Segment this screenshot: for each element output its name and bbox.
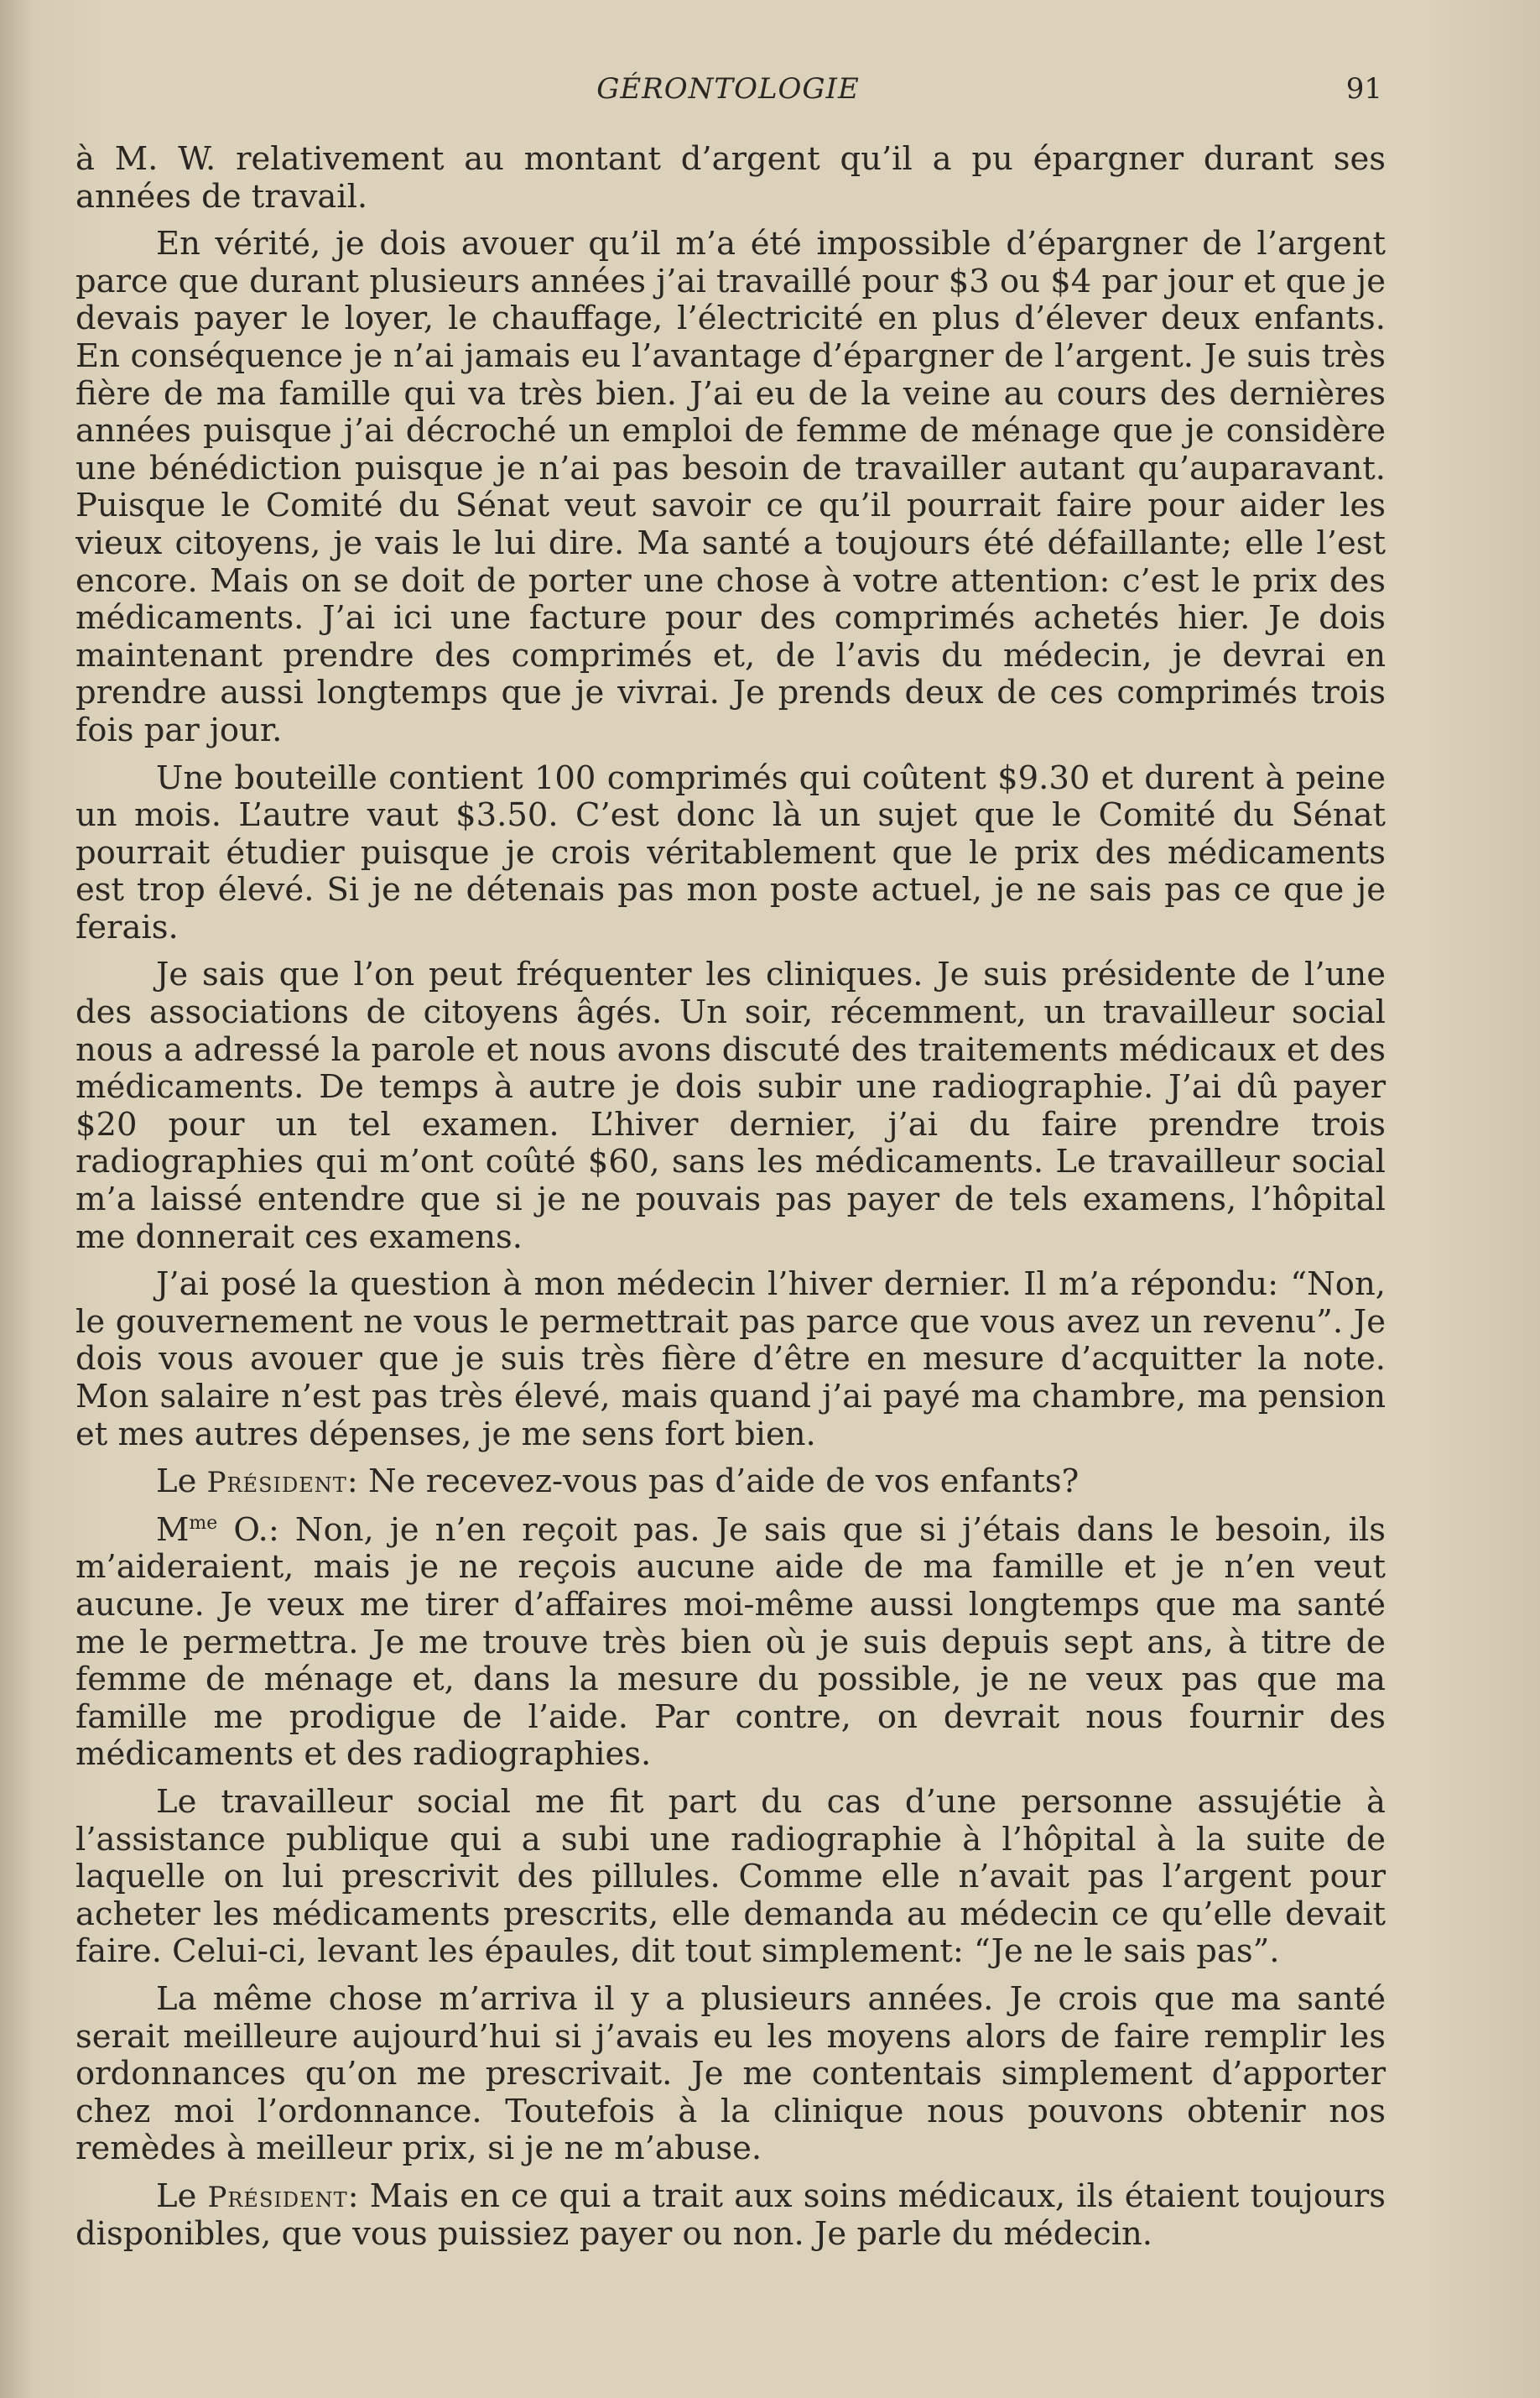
- dialogue-text: : Ne recevez-vous pas d’aide de vos enfants?: [346, 1462, 1080, 1501]
- paragraph: Le travailleur social me fit part du cas d’une personne assujétie à l’assistance publique qui a subi une radiographie à l’hôpital à la suite de laquelle on lui prescrivit des pillules. Comme elle n’avait pas l’argent pour acheter les médicaments prescrits, elle demanda au médecin ce qu’elle devait faire. Celui-ci, levant les épaules, dit tout simplement: “Je ne le sais pas”.: [75, 1782, 1386, 1971]
- paragraph: à M. W. relativement au montant d’argent qu’il a pu épargner durant ses années de travail.: [75, 140, 1386, 216]
- dialogue-text: O.: Non, je n’en reçoit pas. Je sais que si j’étais dans le besoin, ils m’aideraient, mais je ne reçois aucune aide de ma famille et je n’en veut aucune. Je veux me tirer d’affaires moi-même aussi longtemps que ma santé me le permettra. Je me trouve très bien où je suis depuis sept ans, à titre de femme de ménage et, dans la mesure du possible, je ne veux pas que ma famille me prodigue de l’aide. Par contre, on devrait nous fournir des médicaments et des radiographies.: [75, 1510, 1386, 1774]
- paragraph: Une bouteille contient 100 comprimés qui coûtent $9.30 et durent à peine un mois. L’autre vaut $3.50. C’est donc là un sujet que le Comité du Sénat pourrait étudier puisque je crois véritablement que le prix des médicaments est trop élevé. Si je ne détenais pas mon poste actuel, je ne sais pas ce que je ferais.: [75, 758, 1386, 946]
- speaker-title-sup: me: [189, 1512, 218, 1534]
- paragraph: J’ai posé la question à mon médecin l’hiver dernier. Il m’a répondu: “Non, le gouvernement ne vous le permettrait pas parce que vous avez un revenu”. Je dois vous avouer que je suis très fière d’être en mesure d’acquitter la note. Mon salaire n’est pas très élevé, mais quand j’ai payé ma chambre, ma pension et mes autres dépenses, je me sens fort bien.: [75, 1265, 1386, 1453]
- dialogue-text: : Mais en ce qui a trait aux soins médicaux, ils étaient toujours disponibles, que vous puissiez payer ou non. Je parle du médecin.: [75, 2176, 1386, 2254]
- dialogue-paragraph: [75, 2178, 1386, 2254]
- dialogue-paragraph: [75, 1463, 1386, 1502]
- speaker-lead: Le: [156, 2176, 197, 2215]
- paragraph: En vérité, je dois avouer qu’il m’a été impossible d’épargner de l’argent parce que durant plusieurs années j’ai travaillé pour $3 ou $4 par jour et que je devais payer le loyer, le chauffage, l’électricité en plus d’élever deux enfants. En conséquence je n’ai jamais eu l’avantage d’épargner de l’argent. Je suis très fière de ma famille qui va très bien. J’ai eu de la veine au cours des dernières années puisque j’ai décroché un emploi de femme de ménage que je considère une bénédiction puisque je n’ai pas besoin de travailler autant qu’auparavant. Puisque le Comité du Sénat veut savoir ce qu’il pourrait faire pour aider les vieux citoyens, je vais le lui dire. Ma santé a toujours été défaillante; elle l’est encore. Mais on se doit de porter une chose à votre attention: c’est le prix des médicaments. J’ai ici une facture pour des comprimés achetés hier. Je dois maintenant prendre des comprimés et, de l’avis du médecin, je devrai en prendre aussi longtemps que je vivrai. Je prends deux de ces comprimés trois fois par jour.: [75, 225, 1386, 749]
- speaker-name: M: [156, 1510, 190, 1549]
- speaker-lead: Le: [156, 1462, 197, 1501]
- speaker-name: Président: [207, 2180, 348, 2214]
- running-title: GÉRONTOLOGIE: [596, 72, 860, 106]
- running-header: [74, 72, 1382, 123]
- page-number: 91: [1345, 72, 1382, 106]
- speaker-name: Président: [206, 1466, 347, 1500]
- paragraph: Je sais que l’on peut fréquenter les cliniques. Je suis présidente de l’une des associations de citoyens âgés. Un soir, récemment, un travailleur social nous a adressé la parole et nous avons discuté des traitements médicaux et des médicaments. De temps à autre je dois subir une radiographie. J’ai dû payer $20 pour un tel examen. L’hiver dernier, j’ai du faire prendre trois radiographies qui m’ont coûté $60, sans les médicaments. Le travailleur social m’a laissé entendre que si je ne pouvais pas payer de tels examens, l’hôpital me donnerait ces examens.: [75, 956, 1386, 1256]
- body-text: [75, 141, 1386, 2264]
- dialogue-paragraph: [75, 1512, 1386, 1774]
- paragraph: La même chose m’arriva il y a plusieurs années. Je crois que ma santé serait meilleure aujourd’hui si j’avais eu les moyens alors de faire remplir les ordonnances qu’on me prescrivait. Je me contentais simplement d’apporter chez moi l’ordonnance. Toutefois à la clinique nous pouvons obtenir nos remèdes à meilleur prix, si je ne m’abuse.: [75, 1979, 1386, 2168]
